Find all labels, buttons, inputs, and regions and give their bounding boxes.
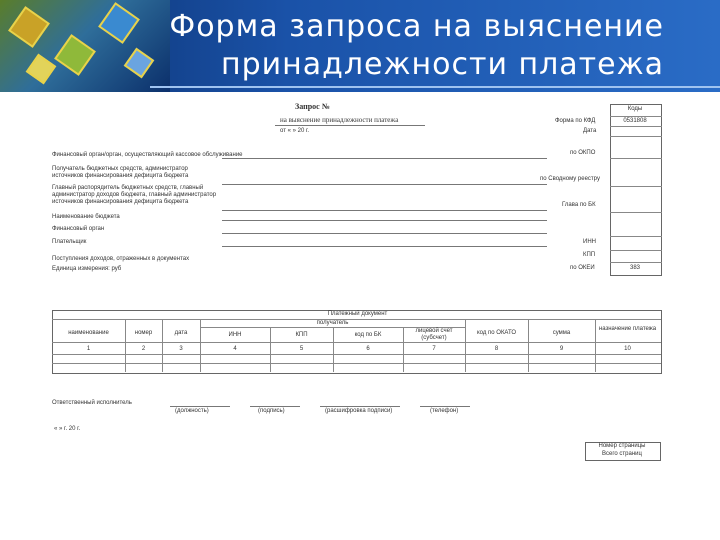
slide-header xyxy=(0,0,720,92)
title-line-2: принадлежности платежа xyxy=(220,47,664,82)
codes-row-line xyxy=(610,236,662,237)
title-line-1: Форма запроса на выяснение xyxy=(169,9,664,44)
deco-square xyxy=(54,34,96,76)
label-kpp: КПП xyxy=(583,252,596,258)
col-header-okato: код по ОКАТО xyxy=(476,330,517,336)
col-number: 2 xyxy=(141,346,146,352)
table-line xyxy=(52,354,661,355)
field-line xyxy=(222,220,547,221)
label-unit: Единица измерения: руб xyxy=(52,266,122,272)
codes-row-line xyxy=(610,126,662,127)
col-header-inn: ИНН xyxy=(228,332,242,338)
signature-line xyxy=(320,406,400,407)
label-payer: Плательщик xyxy=(52,239,87,245)
codes-row-line xyxy=(610,212,662,213)
field-line xyxy=(222,184,547,185)
col-number: 9 xyxy=(559,346,564,352)
col-header-bk: код по БК xyxy=(354,332,382,338)
col-number: 7 xyxy=(432,346,436,352)
header-underline xyxy=(150,86,720,88)
col-number: 1 xyxy=(86,346,91,352)
col-header-number: номер xyxy=(134,330,153,336)
sig-field-phone: (телефон) xyxy=(430,408,459,414)
table-line xyxy=(52,342,661,343)
table-group-header: Платежный документ xyxy=(327,311,388,317)
col-number: 3 xyxy=(179,346,183,352)
label-okpo: по ОКПО xyxy=(570,150,596,156)
col-header-account: лицевой счет (субсчет) xyxy=(415,328,453,341)
sig-field-signature: (подпись) xyxy=(258,408,285,414)
date-line: от « » 20 г. xyxy=(280,128,310,134)
signature-label: Ответственный исполнитель xyxy=(52,400,132,406)
codes-header: Коды xyxy=(627,106,643,112)
deco-square xyxy=(26,54,57,85)
label-main-manager: Главный распорядитель бюджетных средств, главный администратор доходов бюджета, главный администратор источников финансирования дефицита бюджета xyxy=(52,185,217,205)
col-header-sum: сумма xyxy=(552,330,571,336)
code-value-kfd: 0531808 xyxy=(623,118,647,124)
page-number-label: Номер страницы xyxy=(598,443,646,449)
col-number: 8 xyxy=(494,346,499,352)
label-bk: Глава по БК xyxy=(562,202,596,208)
signature-line xyxy=(250,406,300,407)
request-title: Запрос № xyxy=(295,102,330,111)
slide-title xyxy=(144,8,664,84)
col-header-kpp: КПП xyxy=(295,332,308,338)
codes-row-line xyxy=(610,186,662,187)
label-kfd: Форма по КФД xyxy=(555,118,596,124)
col-number: 4 xyxy=(233,346,237,352)
codes-row-line xyxy=(610,116,662,117)
label-date: Дата xyxy=(583,128,597,134)
col-header-date: дата xyxy=(174,330,188,336)
codes-row-line xyxy=(610,158,662,159)
signature-date: « » г. 20 г. xyxy=(54,426,81,432)
request-subtitle: на выяснение принадлежности платежа xyxy=(280,116,399,124)
col-header-name: наименование xyxy=(68,330,109,336)
label-okei: по ОКЕИ xyxy=(570,265,595,271)
field-line xyxy=(222,233,547,234)
code-value-okei: 383 xyxy=(629,265,640,271)
label-finorgan: Финансовый орган xyxy=(52,226,105,232)
sig-field-decoding: (расшифровка подписи) xyxy=(325,408,393,414)
request-form xyxy=(50,102,665,472)
col-header-purpose: назначение платежа xyxy=(598,326,657,332)
codes-row-line xyxy=(610,262,662,263)
table-line xyxy=(52,363,661,364)
label-inn: ИНН xyxy=(583,239,596,245)
field-line xyxy=(222,158,547,159)
deco-square xyxy=(8,6,50,48)
label-budget-name: Наименование бюджета xyxy=(52,214,120,220)
signature-line xyxy=(170,406,230,407)
label-registry: по Сводному реестру xyxy=(540,176,600,182)
table-sub-header: получатель xyxy=(316,320,349,326)
field-line xyxy=(222,210,547,211)
subtitle-underline xyxy=(275,125,425,126)
deco-square xyxy=(98,2,140,44)
codes-row-line xyxy=(610,250,662,251)
col-number: 5 xyxy=(299,346,304,352)
label-recipient: Получатель бюджетных средств, администратор источников финансирования дефицита бюджета xyxy=(52,166,189,179)
field-line xyxy=(222,246,547,247)
codes-row-line xyxy=(610,136,662,137)
sig-field-position: (должность) xyxy=(175,408,209,414)
total-pages-label: Всего страниц xyxy=(602,451,642,457)
signature-line xyxy=(420,406,470,407)
col-number: 6 xyxy=(366,346,370,352)
label-finorgan-cash: Финансовый орган/орган, осуществляющий кассовое обслуживание xyxy=(52,152,243,158)
label-income: Поступления доходов, отраженных в документах xyxy=(52,256,190,262)
col-number: 10 xyxy=(624,346,631,352)
